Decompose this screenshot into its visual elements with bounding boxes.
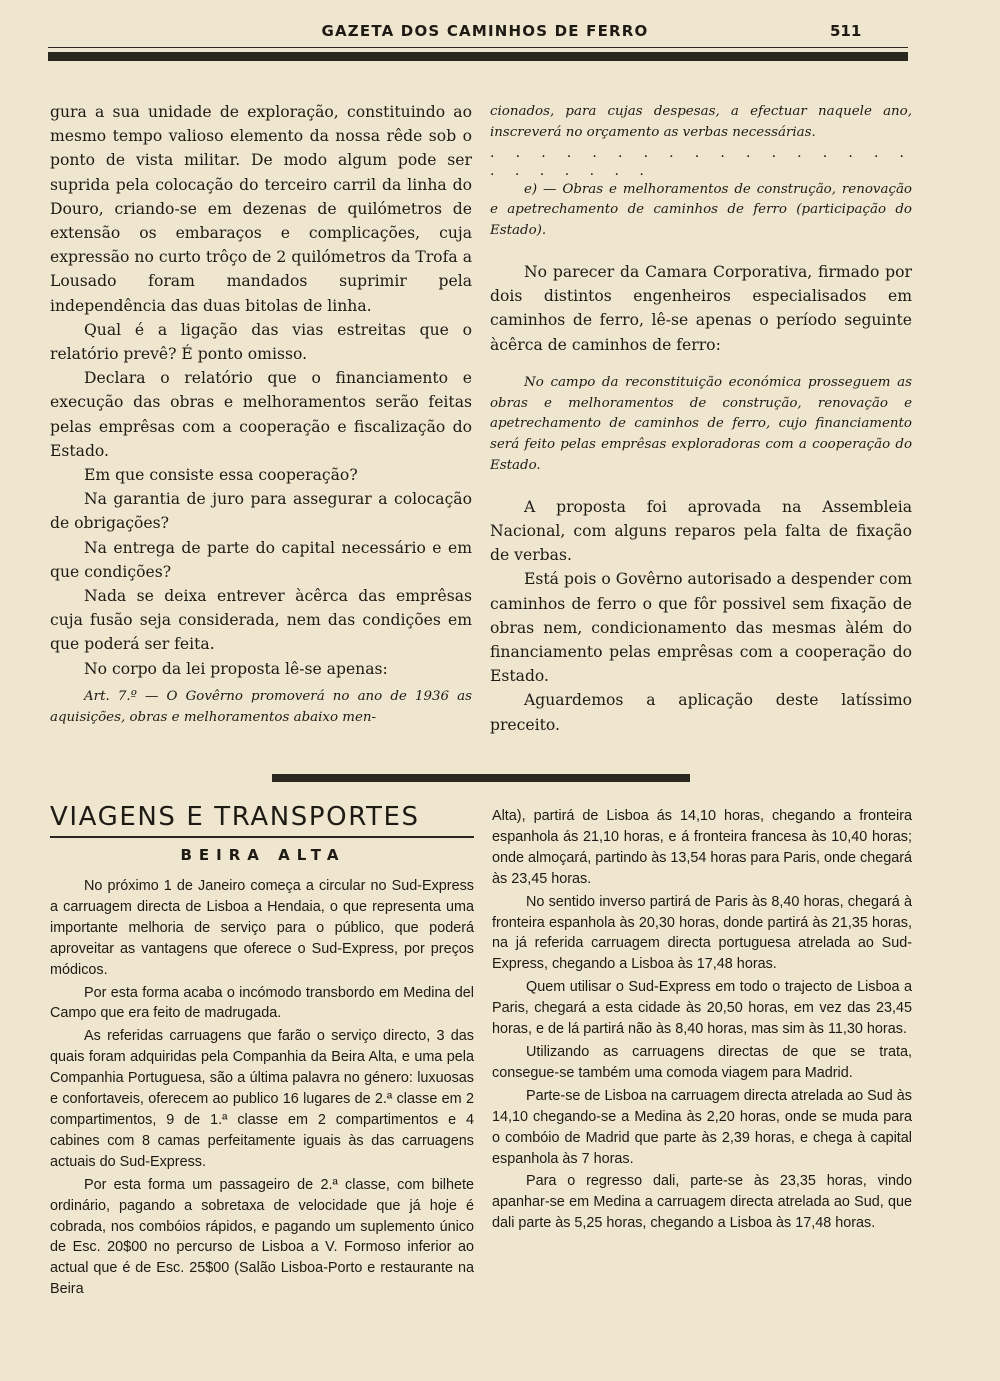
paragraph: Na entrega de parte do capital necessário e em que condições?	[50, 538, 472, 581]
header-rule	[48, 52, 908, 61]
paragraph: Alta), partirá de Lisboa ás 14,10 horas, chegando a fronteira espanhola ás 21,10 horas, e á fronteira francesa às 10,40 horas; onde almoçará, partindo às 13,54 horas para Paris, onde chegará às 23,45 horas.	[492, 808, 912, 887]
paragraph: As referidas carruagens que farão o serviço directo, 3 das quais foram adquiridas pela Companhia da Beira Alta, e uma pela Companhia Portuguesa, são a última palavra no género: luxuosas e confortaveis, oferecem ao publico 16 lugares de 2.ª classe em 2 compartimentos, 9 de 1.ª classe em 2 compartimentos e 4 cabines com 8 camas perfeitamente iguais às das carruagens actuais do Sud-Express.	[50, 1028, 474, 1170]
paragraph: Utilizando as carruagens directas de que se trata, consegue-se também uma comoda viagem para Madrid.	[492, 1043, 912, 1081]
corporative-quote: No campo da reconstituição económica prosseguem as obras e melhoramentos de construção, renovação e apetrechamento de caminhos de ferro, cujo financiamento será feito pelas emprêsas exploradoras com a cooperação do Estado.	[490, 374, 912, 473]
law-quote: Art. 7.º — O Govêrno promoverá no ano de 1936 as aquisições, obras e melhoramentos abaixo men-	[50, 688, 472, 725]
news-right-column	[492, 806, 912, 1236]
section-title: VIAGENS E TRANSPORTES	[50, 802, 420, 832]
news-left-column	[50, 876, 474, 1302]
law-item-e: e) — Obras e melhoramentos de construção, renovação e apetrechamento de caminhos de ferro (participação do Estado).	[490, 181, 912, 239]
paragraph: No parecer da Camara Corporativa, firmado por dois distintos engenheiros especialisados em caminhos de ferro, lê-se apenas o período seguinte àcêrca de caminhos de ferro:	[490, 262, 912, 354]
paragraph: Qual é a ligação das vias estreitas que o relatório prevê? É ponto omisso.	[50, 320, 472, 364]
paragraph: No próximo 1 de Janeiro começa a circular no Sud-Express a carruagem directa de Lisboa a Hendaia, o que representa uma importante melhoria de serviço para o público, que poderá aproveitar as vantagens que oferece o Sud-Express, por preços módicos.	[50, 878, 474, 978]
page-number: 511	[830, 22, 862, 40]
article-right-column	[490, 102, 912, 737]
paragraph: Declara o relatório que o financiamento e execução das obras e melhoramentos serão feitas pelas emprêsas com a cooperação e fiscalização do Estado.	[50, 369, 472, 460]
paragraph: No corpo da lei proposta lê-se apenas:	[84, 659, 388, 678]
paragraph: gura a sua unidade de exploração, constituindo ao mesmo tempo valioso elemento da nossa rêde sob o ponto de vista militar. De modo algum pode ser suprida pela colocação do terceiro carril da linha do Douro, criando-se em dezenas de quilómetros de extensão os embaraços e complicações, cuja expressão no curto trôço de 2 quilómetros da Trofa a Lousado foram mandados suprimir pela independência das duas bitolas de linha.	[50, 103, 472, 315]
title-underline	[50, 836, 474, 838]
paragraph: Por esta forma um passageiro de 2.ª classe, com bilhete ordinário, pagando a sobretaxa de velocidade que já hoje é cobrada, nos combóios rápidos, e pagando um suplemento único de Esc. 20$00 no percurso de Lisboa a V. Formoso inferior ao actual que é de Esc. 25$00 (Salão Lisboa-Porto e restaurante na Beira	[50, 1176, 474, 1298]
paragraph: Na garantia de juro para assegurar a colocação de obrigações?	[50, 490, 472, 533]
paragraph: A proposta foi aprovada na Assembleia Nacional, com alguns reparos pela falta de fixação de verbas.	[490, 497, 912, 565]
paragraph: Está pois o Govêrno autorisado a despender com caminhos de ferro o que fôr possivel sem fixação de obras nem, condicionamento das mesmas àlém do financiamento pelas emprêsas com a cooperação do Estado.	[490, 570, 912, 686]
paragraph: Parte-se de Lisboa na carruagem directa atrelada ao Sud às 14,10 chegando-se a Medina às 2,20 horas, onde se muda para o combóio de Madrid que parte às 2,39 horas, e chega à capital espanhola às 7 horas.	[492, 1087, 912, 1167]
paragraph: Quem utilisar o Sud-Express em todo o trajecto de Lisboa a Paris, chegará a esta cidade às 20,50 horas, em vez das 23,45 horas, e de lá partirá não às 8,40 horas, mas sim às 11,30 horas.	[492, 979, 912, 1038]
section-subtitle: BEIRA ALTA	[180, 846, 346, 864]
paragraph: Aguardemos a aplicação deste latíssimo preceito.	[490, 691, 912, 734]
paragraph: Por esta forma acaba o incómodo transbordo em Medina del Campo que era feito de madrugada.	[50, 984, 474, 1022]
law-quote-continued: cionados, para cujas despesas, a efectuar naquele ano, inscreverá no orçamento as verbas necessárias.	[490, 104, 912, 140]
paragraph: Nada se deixa entrever àcêrca das emprêsas cuja fusão seja considerada, nem das condições em que poderá ser feita.	[50, 587, 472, 654]
paragraph: No sentido inverso partirá de Paris às 8,40 horas, chegará à fronteira espanhola às 20,30 horas, donde partirá às 21,35 horas, na já referida carruagem directa portuguesa atrelada ao Sud-Express, chegando a Lisboa às 17,48 horas.	[492, 893, 912, 973]
paragraph: Em que consiste essa cooperação?	[84, 466, 358, 485]
journal-title: GAZETA DOS CAMINHOS DE FERRO	[321, 22, 649, 40]
article-left-column	[50, 100, 472, 728]
ellipsis-dots: . . . . . . . . . . . . . . . . . . . . . . . .	[490, 144, 912, 179]
section-divider	[272, 774, 690, 782]
paragraph: Para o regresso dali, parte-se às 23,35 horas, vindo apanhar-se em Medina a carruagem directa atrelada ao Sud, que dali parte às 5,25 horas, chegando a Lisboa às 17,48 horas.	[492, 1173, 912, 1232]
